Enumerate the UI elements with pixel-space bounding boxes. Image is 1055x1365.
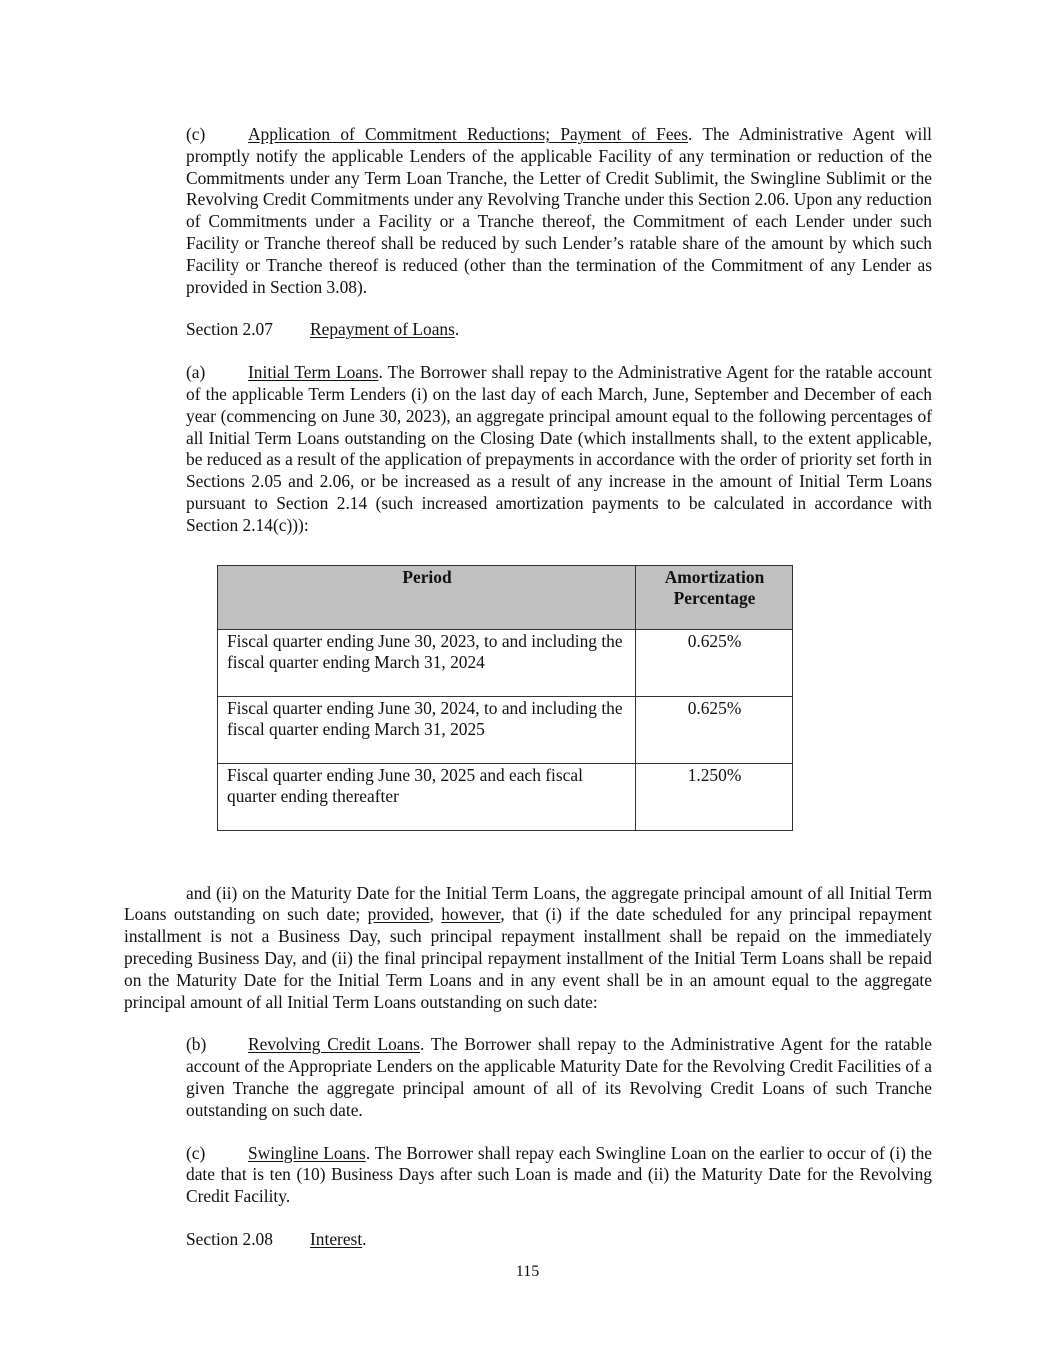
paragraph-body: The Borrower shall repay to the Administrative Agent for the ratable account of the Appropriate Lenders on the applicable Maturity Date for the Revolving Credit Facilities of a given Tranche the aggregate principal amount of all of its Revolving Credit Loans of such Tranche outstanding on such date. <box>186 1034 932 1120</box>
section-heading-2-07: Section 2.07 Repayment of Loans. <box>186 319 460 340</box>
section-title: Repayment of Loans <box>310 319 455 340</box>
section-title: Interest <box>310 1228 363 1249</box>
paragraph-initial-term-loans: (a) Initial Term Loans. The Borrower shall repay to the Administrative Agent for the ratable account of the applicable Term Lenders (i) on the last day of each March, June, September and December of each year (commencing on June 30, 2023), an aggregate principal amount equal to the following percentages of all Initial Term Loans outstanding on the Closing Date (which installments shall, to the extent applicable, be reduced as a result of the application of prepayments in accordance with the order of priority set forth in Sections 2.05 and 2.06, or be increased as a result of any increase in the amount of Initial Term Loans pursuant to Section 2.14 (such increased amortization payments to be calculated in accordance with Section 2.14(c))): <box>186 362 933 535</box>
paragraph-label: (c) <box>186 1142 206 1163</box>
however-term: however <box>441 904 501 925</box>
paragraph-commitment-reductions: (c) Application of Commitment Reductions; Payment of Fees. The Administrative Agent will promptly notify the applicable Lenders of the applicable Facility of any termination or reduction of the Commitments under any Term Loan Tranche, the Letter of Credit Sublimit, the Swingline Sublimit or the Revolving Credit Commitments under any Revolving Tranche under this Section 2.06. Upon any reduction of Commitments under a Facility or a Tranche thereof, the Commitment of each Lender under such Facility or Tranche thereof shall be reduced by such Lender’s ratable share of the amount by which such Facility or Tranche thereof is reduced (other than the termination of the Commitment of any Lender as provided in Section 3.08). <box>186 124 932 297</box>
paragraph-heading: Swingline Loans <box>248 1142 366 1163</box>
period-cell: Fiscal quarter ending June 30, 2023, to and including the fiscal quarter ending March 31, 2024 <box>218 629 636 696</box>
header-amortization-percentage: Amortization Percentage <box>636 565 793 629</box>
section-number: Section 2.07 <box>186 319 273 340</box>
percentage-cell: 0.625% <box>636 629 793 696</box>
provided-term: provided <box>367 904 430 925</box>
page-number: 115 <box>515 1263 540 1280</box>
paragraph-maturity-date: and (ii) on the Maturity Date for the Initial Term Loans, the aggregate principal amount of all Initial Term Loans outstanding on such date; provided, however, that (i) if the date scheduled for any principal repayment installment is not a Business Day, such principal repayment installment shall be repaid on the immediately preceding Business Day, and (ii) the final principal repayment installment of the Initial Term Loans shall be repaid on the Maturity Date for the Initial Term Loans and in any event shall be in an amount equal to the aggregate principal amount of all Initial Term Loans outstanding on such date: <box>124 882 932 1012</box>
paragraph-heading: Application of Commitment Reductions; Payment of Fees <box>248 124 689 144</box>
document-page <box>124 124 932 1251</box>
table-row <box>218 629 793 696</box>
period-cell: Fiscal quarter ending June 30, 2025 and each fiscal quarter ending thereafter <box>218 763 636 830</box>
paragraph-body: The Borrower shall repay to the Administrative Agent for the ratable account of the applicable Term Lenders (i) on the last day of each March, June, September and December of each year (commencing on June 30, 2023), an aggregate principal amount equal to the following percentages of all Initial Term Loans outstanding on the Closing Date (which installments shall, to the extent applicable, be reduced as a result of the application of prepayments in accordance with the order of priority set forth in Sections 2.05 and 2.06, or be increased as a result of any increase in the amount of Initial Term Loans pursuant to Section 2.14 (such increased amortization payments to be calculated in accordance with Section 2.14(c))): <box>186 362 933 535</box>
paragraph-label: (c) <box>186 124 206 144</box>
table-row <box>218 696 793 763</box>
period-cell: Fiscal quarter ending June 30, 2024, to and including the fiscal quarter ending March 31, 2025 <box>218 696 636 763</box>
paragraph-body: The Administrative Agent will promptly notify the applicable Lenders of the applicable Facility of any termination or reduction of the Commitments under any Term Loan Tranche, the Letter of Credit Sublimit, the Swingline Sublimit or the Revolving Credit Commitments under any Revolving Tranche under this Section 2.06. Upon any reduction of Commitments under a Facility or a Tranche thereof, the Commitment of each Lender under such Facility or Tranche thereof shall be reduced by such Lender’s ratable share of the amount by which such Facility or Tranche thereof is reduced (other than the termination of the Commitment of any Lender as provided in Section 3.08). <box>186 124 932 297</box>
table-row <box>218 763 793 830</box>
paragraph-heading: Revolving Credit Loans <box>248 1034 420 1055</box>
percentage-cell: 1.250% <box>636 763 793 830</box>
section-heading-2-08: Section 2.08 Interest. <box>186 1228 367 1249</box>
percentage-cell: 0.625% <box>636 696 793 763</box>
section-number: Section 2.08 <box>186 1228 273 1249</box>
paragraph-swingline-loans: (c) Swingline Loans. The Borrower shall repay each Swingline Loan on the earlier to occur of (i) the date that is ten (10) Business Days after such Loan is made and (ii) the Maturity Date for the Revolving Credit Facility. <box>186 1142 932 1207</box>
table-header-row <box>218 565 793 629</box>
paragraph-revolving-credit-loans: (b) Revolving Credit Loans. The Borrower shall repay to the Administrative Agent for the ratable account of the Appropriate Lenders on the applicable Maturity Date for the Revolving Credit Facilities of a given Tranche the aggregate principal amount of all of its Revolving Credit Loans of such Tranche outstanding on such date. <box>186 1034 932 1120</box>
paragraph-heading: Initial Term Loans <box>248 362 379 383</box>
paragraph-label: (a) <box>186 362 206 383</box>
paragraph-label: (b) <box>186 1034 207 1055</box>
amortization-table <box>217 565 793 831</box>
paragraph-body: The Borrower shall repay each Swingline Loan on the earlier to occur of (i) the date that is ten (10) Business Days after such Loan is made and (ii) the Maturity Date for the Revolving Credit Facility. <box>186 1142 932 1207</box>
header-period: Period <box>218 565 636 629</box>
